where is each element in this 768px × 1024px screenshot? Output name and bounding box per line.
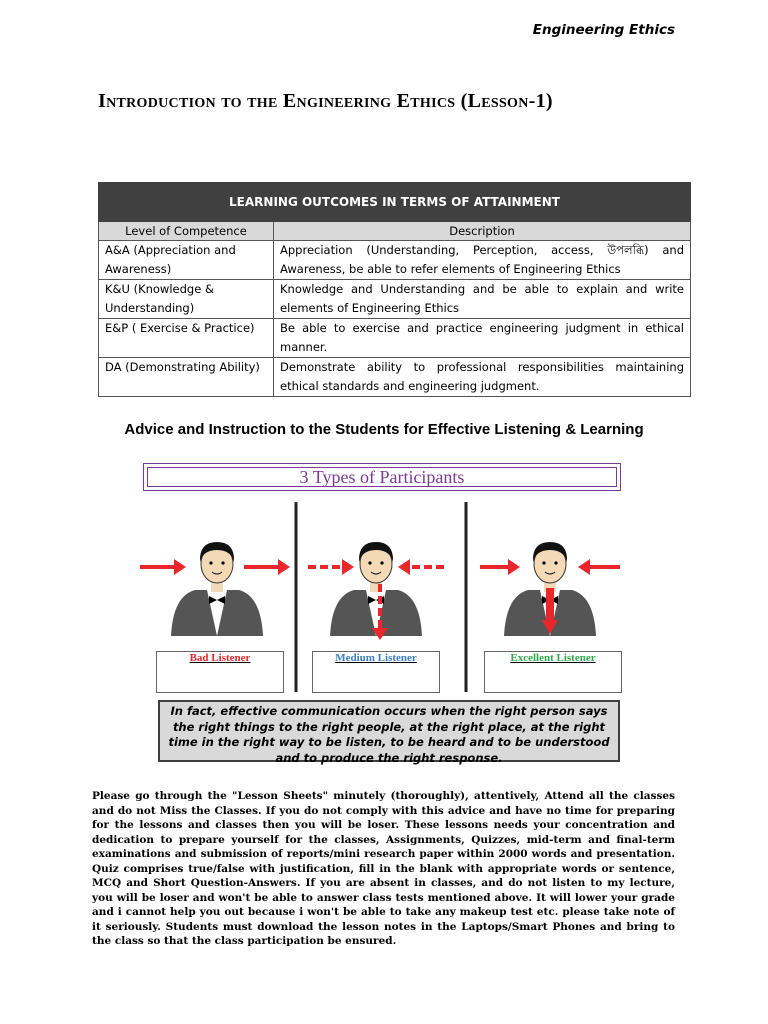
bad-listener-label: Bad Listener <box>189 652 251 664</box>
communication-quote: In fact, effective communication occurs when the right person says the right things to the right people, at the right place, at the right time in the right way to be listen, to be heard and to be understood and to produce the right response. <box>158 700 620 762</box>
level-cell: A&A (Appreciation and Awareness) <box>99 241 274 280</box>
level-cell: E&P ( Exercise & Practice) <box>99 319 274 358</box>
table-row <box>99 358 691 397</box>
medium-listener-figure <box>330 542 422 636</box>
column-header-level: Level of Competence <box>99 222 274 241</box>
description-cell: Appreciation (Understanding, Perception, access, উপলব্ধি) and Awareness, be able to refer elements of Engineering Ethics <box>274 241 691 280</box>
level-cell: K&U (Knowledge & Understanding) <box>99 280 274 319</box>
bad-listener-label-box <box>156 651 284 693</box>
description-cell: Demonstrate ability to professional responsibilities maintaining ethical standards and engineering judgment. <box>274 358 691 397</box>
description-cell: Be able to exercise and practice engineering judgment in ethical manner. <box>274 319 691 358</box>
level-cell: DA (Demonstrating Ability) <box>99 358 274 397</box>
learning-outcomes-table <box>98 182 691 397</box>
table-row <box>99 241 691 280</box>
running-header: Engineering Ethics <box>532 22 675 38</box>
bad-listener-figure <box>171 542 263 636</box>
medium-listener-label-box <box>312 651 440 693</box>
column-header-description: Description <box>274 222 691 241</box>
advice-heading: Advice and Instruction to the Students for Effective Listening & Learning <box>124 421 644 438</box>
medium-listener-label: Medium Listener <box>335 652 417 664</box>
table-row <box>99 280 691 319</box>
table-row <box>99 319 691 358</box>
table-heading: LEARNING OUTCOMES IN TERMS OF ATTAINMENT <box>99 183 691 222</box>
participants-banner-text: 3 Types of Participants <box>147 467 617 487</box>
excellent-listener-label: Excellent Listener <box>510 652 596 664</box>
excellent-listener-label-box <box>484 651 622 693</box>
page-title-text: Introduction to the Engineering Ethics (Lesson-1) <box>98 90 553 112</box>
page-title <box>98 90 698 113</box>
instructions-paragraph: Please go through the "Lesson Sheets" minutely (thoroughly), attentively, Attend all the classes and do not Miss the Classes. If you do not comply with this advice and have no time for preparing for the lessons and classes then you will be loser. These lessons needs your concentration and dedication to prepare yourself for the classes, Assignments, Quizzes, mid-term and final-term examinations and submission of reports/mini research paper within 2000 words and presentation. Quiz comprises true/false with justification, fill in the blank with appropriate words or sentence, MCQ and Short Question-Answers. If you are absent in classes, and do not listen to my lecture, you will be loser and won't be able to answer class tests mentioned above. It will lower your grade and i cannot help you out because i won't be able to take any makeup test etc. please take note of it seriously. Students must download the lesson notes in the Laptops/Smart Phones and bring to the class so that the class participation be ensured. <box>92 790 675 947</box>
participants-banner <box>143 463 621 491</box>
description-cell: Knowledge and Understanding and be able to explain and write elements of Engineering Ethics <box>274 280 691 319</box>
